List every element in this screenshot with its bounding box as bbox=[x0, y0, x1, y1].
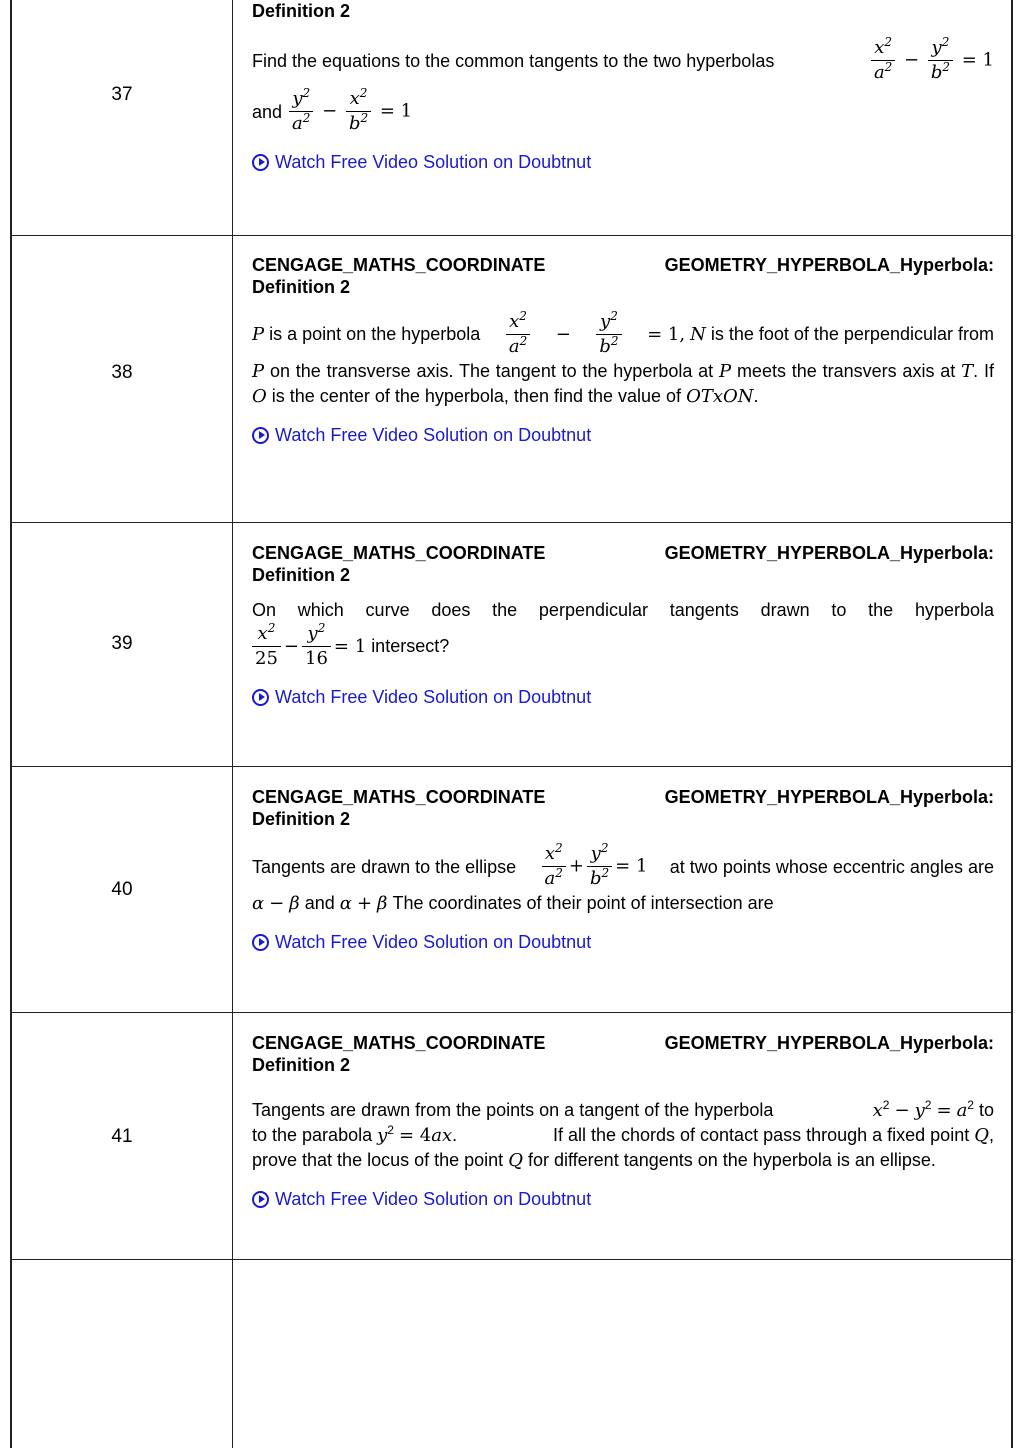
play-icon bbox=[252, 154, 269, 171]
question-number: 41 bbox=[111, 1126, 133, 1147]
question-table bbox=[10, 0, 1013, 1448]
question-text: Find the equations to the common tangents to the two hyperbolas bbox=[252, 50, 775, 71]
row-divider bbox=[12, 522, 1011, 523]
watch-video-link[interactable]: Watch Free Video Solution on Doubtnut bbox=[252, 685, 994, 709]
column-divider bbox=[232, 0, 233, 1448]
play-icon bbox=[252, 1191, 269, 1208]
row-divider bbox=[12, 1259, 1011, 1260]
question-text: and bbox=[252, 101, 283, 122]
question-40: CENGAGE_MATHS_COORDINATE GEOMETRY_HYPERBOLA_Hyperbola: Definition 2 Tangents are drawn to the ellipse $\frac{x^2}{a^2}$ + $\frac{y^2}{b^2}$ = 1 at two points whose eccentric angles are α − β and α + β The coordinates of their point of intersection are Watch Free Video Solution on Doubtnut bbox=[252, 787, 994, 952]
watch-video-link[interactable]: Watch Free Video Solution on Doubtnut bbox=[252, 150, 994, 174]
question-37: Definition 2 Find the equations to the common tangents to the two hyperbolas $\frac{x^2}{a^2}$ − $\frac{y^2}{b^2}$ = 1 and $\frac{y^2}{a^2}$ − $\frac{x^2}{b^2}$ = 1 Watch Free Video Solution on Doubtnut bbox=[252, 1, 994, 172]
row-divider bbox=[12, 766, 1011, 767]
question-38: CENGAGE_MATHS_COORDINATE GEOMETRY_HYPERBOLA_Hyperbola: Definition 2 P is a point on the hyperbola $\frac{x^2}{a^2}$ − $\frac{y^2}{b^2}$ = 1, N is the foot of the perpendicular from P on the transverse axis. The tangent to the hyperbola at P meets the transvers axis at T. If O is the center of the hyperbola, then find the value of OTxON. Watch Free Video Solution on Doubtnut bbox=[252, 255, 994, 445]
question-39: CENGAGE_MATHS_COORDINATE GEOMETRY_HYPERBOLA_Hyperbola: Definition 2 On which curve does the perpendicular tangents drawn to the hyperbola $\frac{x^2}{25}$ − $\frac{y^2}{16}$ = 1 intersect? Watch Free Video Solution on Doubtnut bbox=[252, 543, 994, 707]
question-number: 39 bbox=[111, 633, 133, 654]
play-icon bbox=[252, 427, 269, 444]
row-divider bbox=[12, 235, 1011, 236]
source-definition: Definition 2 bbox=[252, 1, 350, 21]
question-number: 37 bbox=[111, 84, 133, 105]
play-icon bbox=[252, 689, 269, 706]
watch-video-link[interactable]: Watch Free Video Solution on Doubtnut bbox=[252, 423, 994, 447]
play-icon bbox=[252, 934, 269, 951]
watch-video-link[interactable]: Watch Free Video Solution on Doubtnut bbox=[252, 1187, 994, 1211]
question-41: CENGAGE_MATHS_COORDINATE GEOMETRY_HYPERBOLA_Hyperbola: Definition 2 Tangents are drawn from the points on a tangent of the hyperbola $x^2 - y^2 = a^2$ to to the parabola $y^2 = 4ax$. If all the chords of contact pass through a fixed point Q, prove that the locus of the point Q for different tangents on the hyperbola is an ellipse. Watch Free Video Solution on Doubtnut bbox=[252, 1033, 994, 1209]
question-number: 40 bbox=[111, 879, 133, 900]
question-number: 38 bbox=[111, 362, 133, 383]
row-divider bbox=[12, 1012, 1011, 1013]
watch-video-link[interactable]: Watch Free Video Solution on Doubtnut bbox=[252, 930, 994, 954]
